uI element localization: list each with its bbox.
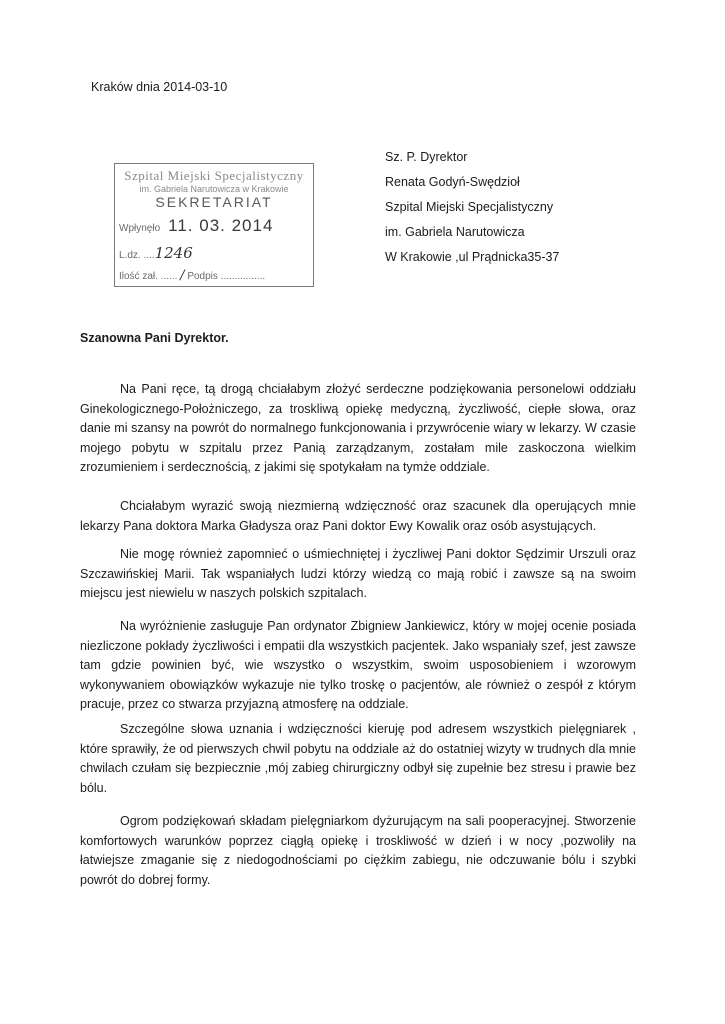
recipient-line: Renata Godyń-Swędzioł <box>385 175 520 189</box>
stamp-attachments-label: Ilość zał. ...... <box>119 271 178 282</box>
paragraph <box>80 617 636 715</box>
recipient-line: Szpital Miejski Specjalistyczny <box>385 200 554 214</box>
paragraph <box>80 812 636 890</box>
stamp-received-row <box>119 216 273 236</box>
registry-stamp <box>114 163 314 287</box>
stamp-signature-label: Podpis ................ <box>187 271 266 282</box>
stamp-received-label: Wpłynęło <box>119 223 161 234</box>
paragraph-text: Chciałabym wyrazić swoją niezmierną wdzięczność oraz szacunek dla operujących mnie lekarzy Pana doktora Marka Gładysza oraz Pani doktor Ewy Kowalik oraz osób asystujących. <box>80 499 636 533</box>
stamp-received-date: 11. 03. 2014 <box>168 216 274 235</box>
paragraph-text: Ogrom podziękowań składam pielęgniarkom dyżurującym na sali pooperacyjnej. Stworzenie komfortowych warunków poprzez ciągłą opiekę i troskliwość w dzień i w nocy ,pozwoliły na łatwiejsze zmaganie się z niedogodnościami po ciężkim zabiegu, nie odczuwanie bólu i szybki powrót do dobrej formy. <box>80 814 636 887</box>
date-line: Kraków dnia 2014-03-10 <box>91 80 228 94</box>
stamp-hospital-patron: im. Gabriela Narutowicza w Krakowie <box>139 184 289 194</box>
paragraph-text: Szczególne słowa uznania i wdzięczności kieruję pod adresem wszystkich pielęgniarek , które sprawiły, że od pierwszych chwil pobytu na oddziale aż do ostatniej wizyty w trudnych dla mnie chwilach czułam się bezpiecznie ,mój zabieg chirurgiczny odbył się zupełnie bez stresu i prawie bez bólu. <box>80 722 636 795</box>
recipient-line: Sz. P. Dyrektor <box>385 150 468 164</box>
stamp-attachments-row <box>119 268 265 283</box>
paragraph-text: Na Pani ręce, tą drogą chciałabym złożyć serdeczne podziękowania personelowi oddziału Ginekologicznego-Położniczego, za troskliwą opiekę medyczną, życzliwość, ciepłe słowa, oraz danie mi szansy na powrót do normalnego funkcjonowania i przywrócenie wiary w lekarzy. W czasie mojego pobytu w szpitalu przez Panią zarządzanym, zostałam mile zaskoczona wielkim zrozumieniem i serdecznością, z jakimi się spotykałam na tymże oddziale. <box>80 382 636 474</box>
paragraph <box>80 380 636 478</box>
paragraph-text: Na wyróżnienie zasługuje Pan ordynator Zbigniew Jankiewicz, który w mojej ocenie posiada niezliczone pokłady życzliwości i empatii dla wszystkich pacjentek. Jako wspaniały szef, jest zawsze tam gdzie powinien być, wie wszystko o wszystkim, swoim usposobieniem i wzorowym wykonywaniem obowiązków wykazuje nie tylko troskę o pacjentów, ale również o zespół z którym pracuje, przez co stwarza przyjazną atmosferę na oddziale. <box>80 619 636 711</box>
paragraph-text: Nie mogę również zapomnieć o uśmiechniętej i życzliwej Pani doktor Sędzimir Urszuli oraz Szczawińskiej Marii. Tak wspaniałych ludzi którzy wiedzą co mają robić i zawsze są na swoim miejscu jest niewielu w naszych polskich szpitalach. <box>80 547 636 600</box>
salutation: Szanowna Pani Dyrektor. <box>80 331 229 345</box>
recipient-block <box>385 145 559 270</box>
signature-mark: / <box>180 268 185 283</box>
stamp-hospital-name: Szpital Miejski Specjalistyczny <box>124 168 304 183</box>
recipient-line: W Krakowie ,ul Prądnicka35-37 <box>385 250 560 264</box>
stamp-ldz-label: L.dz. .... <box>119 250 155 261</box>
paragraph <box>80 545 636 604</box>
stamp-department: SEKRETARIAT <box>155 194 273 210</box>
recipient-line: im. Gabriela Narutowicza <box>385 225 525 239</box>
paragraph <box>80 720 636 798</box>
stamp-ldz-row <box>119 244 193 262</box>
paragraph <box>80 497 636 536</box>
stamp-ldz-value: 1246 <box>154 244 193 262</box>
